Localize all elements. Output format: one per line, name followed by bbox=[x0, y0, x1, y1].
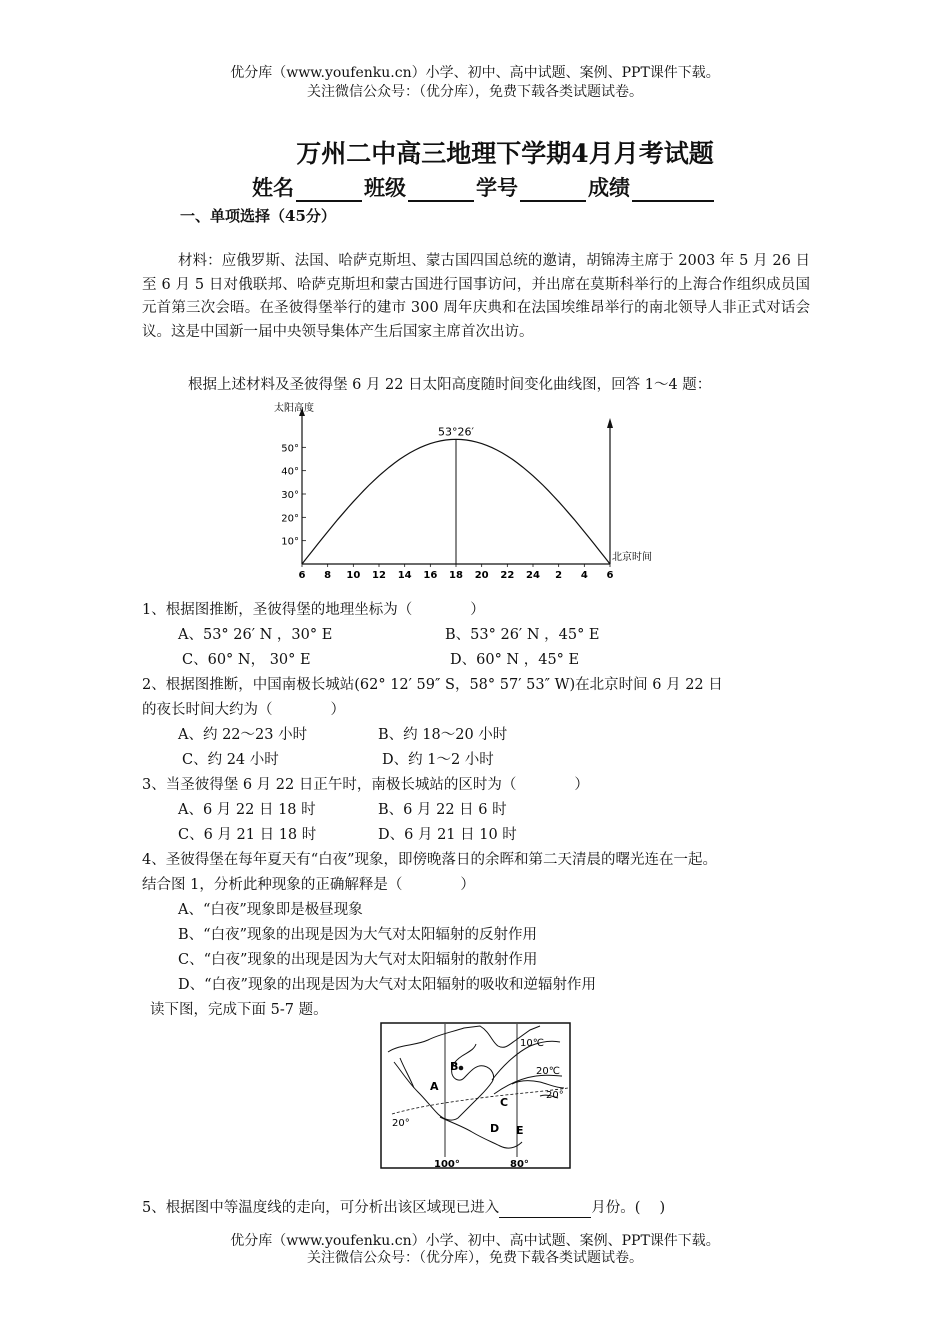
q1-option-c[interactable]: C、60° N， 30° E bbox=[182, 652, 311, 668]
chart-intro: 根据上述材料及圣彼得堡 6 月 22 日太阳高度随时间变化曲线图，回答 1～4 题： bbox=[188, 377, 712, 393]
x-tick-label: 20 bbox=[474, 570, 489, 581]
name-label: 姓名 bbox=[252, 175, 294, 200]
map-label-b: B bbox=[450, 1060, 459, 1073]
q1-option-d[interactable]: D、60° N ，45° E bbox=[450, 652, 580, 668]
map-label-a: A bbox=[430, 1080, 439, 1093]
q3-option-a[interactable]: A、6 月 22 日 18 时 bbox=[178, 802, 316, 818]
x-tick-label: 8 bbox=[324, 570, 332, 581]
name-blank[interactable] bbox=[296, 178, 362, 202]
class-label: 班级 bbox=[364, 175, 406, 200]
x-tick-label: 24 bbox=[526, 570, 540, 581]
x-tick-label: 12 bbox=[372, 570, 386, 581]
q2-option-d[interactable]: D、约 1～2 小时 bbox=[382, 752, 494, 768]
q5-text: 5、根据图中等温度线的走向，可分析出该区域现已进入 bbox=[142, 1200, 500, 1216]
central-america-map bbox=[380, 1022, 572, 1170]
x-tick-label: 14 bbox=[397, 570, 412, 581]
q1-option-b[interactable]: B、53° 26′ N ，45° E bbox=[445, 627, 600, 643]
q3-option-b[interactable]: B、6 月 22 日 6 时 bbox=[378, 802, 507, 818]
isotherm-label-10: 10℃ bbox=[520, 1038, 544, 1049]
x-tick-label: 16 bbox=[423, 570, 438, 581]
x-tick-label: 6 bbox=[298, 570, 306, 581]
class-blank[interactable] bbox=[408, 178, 474, 202]
x-tick-label: 6 bbox=[606, 570, 614, 581]
section-heading: 一、单项选择（45分） bbox=[180, 207, 336, 225]
q2-option-a[interactable]: A、约 22～23 小时 bbox=[178, 727, 308, 743]
latitude-label-left: 20° bbox=[392, 1118, 410, 1129]
q4-option-a[interactable]: A、“白夜”现象即是极昼现象 bbox=[178, 902, 363, 918]
latitude-label-right: 20° bbox=[546, 1090, 564, 1101]
footer-line-2: 关注微信公众号：（优分库），免费下载各类试题试卷。 bbox=[307, 1250, 643, 1266]
point-b-marker bbox=[459, 1066, 464, 1071]
q1-option-a[interactable]: A、53° 26′ N ，30° E bbox=[178, 627, 333, 643]
q3-stem: 3、当圣彼得堡 6 月 22 日正午时，南极长城站的区时为（ ） bbox=[142, 777, 589, 793]
q1-stem: 1、根据图推断，圣彼得堡的地理坐标为（ ） bbox=[142, 602, 485, 618]
map-label-c: C bbox=[500, 1096, 509, 1109]
right-axis-arrow bbox=[607, 418, 613, 428]
x-tick-label: 22 bbox=[500, 570, 515, 581]
q4-option-b[interactable]: B、“白夜”现象的出现是因为大气对太阳辐射的反射作用 bbox=[178, 927, 537, 943]
q4-stem-line2: 结合图 1，分析此种现象的正确解释是（ ） bbox=[142, 877, 475, 893]
number-blank[interactable] bbox=[520, 178, 586, 202]
q4-option-d[interactable]: D、“白夜”现象的出现是因为大气对太阳辐射的吸收和逆辐射作用 bbox=[178, 977, 596, 993]
longitude-label-80: 80° bbox=[510, 1159, 529, 1170]
q5-suffix: 月份。( ) bbox=[591, 1200, 666, 1216]
map-intro: 读下图，完成下面 5-7 题。 bbox=[150, 1002, 328, 1018]
y-tick-label: 30° bbox=[281, 490, 299, 501]
score-blank[interactable] bbox=[632, 178, 714, 202]
sun-altitude-chart bbox=[270, 398, 690, 583]
q4-stem-line1: 4、圣彼得堡在每年夏天有“白夜”现象，即傍晚落日的余晖和第二天清晨的曙光连在一起。 bbox=[142, 852, 718, 868]
q2-stem-line2: 的夜长时间大约为（ ） bbox=[142, 702, 345, 718]
q2-stem-line1: 2、根据图推断，中国南极长城站(62° 12′ 59″ S，58° 57′ 53″ W)在北京时间 6 月 22 日 bbox=[142, 677, 723, 693]
number-label: 学号 bbox=[476, 175, 518, 200]
map-label-e: E bbox=[516, 1124, 524, 1137]
page-title: 万州二中高三地理下学期4月月考试题 bbox=[296, 139, 714, 168]
header-line-2: 关注微信公众号：（优分库），免费下载各类试题试卷。 bbox=[307, 84, 643, 100]
y-axis-title: 太阳高度 bbox=[274, 403, 314, 414]
q5-stem bbox=[142, 1198, 665, 1218]
score-label: 成绩 bbox=[588, 175, 630, 200]
y-tick-label: 20° bbox=[281, 513, 299, 525]
q4-option-c[interactable]: C、“白夜”现象的出现是因为大气对太阳辐射的散射作用 bbox=[178, 952, 538, 968]
material-paragraph: 材料：应俄罗斯、法国、哈萨克斯坦、蒙古国四国总统的邀请，胡锦涛主席于 2003 年 5 月 26 日至 6 月 5 日对俄联邦、哈萨克斯坦和蒙古国进行国事访问，并出席在莫斯科举行的上海合作组织成员国元首第三次会晤。在圣彼得堡举行的建市 300 周年庆典和在法国埃维昂举行的南北领导人非正式对话会议。这是中国新一届中央领导集体产生后国家主席首次出访。 bbox=[142, 253, 810, 340]
x-tick-label: 2 bbox=[555, 570, 563, 581]
y-tick-label: 10° bbox=[281, 536, 299, 548]
q3-option-c[interactable]: C、6 月 21 日 18 时 bbox=[178, 827, 317, 843]
peak-label: 53°26′ bbox=[438, 425, 474, 439]
y-tick-label: 40° bbox=[281, 466, 299, 478]
map-label-d: D bbox=[490, 1122, 500, 1135]
header-line-1: 优分库（www.youfenku.cn）小学、初中、高中试题、案例、PPT课件下载。 bbox=[230, 65, 720, 81]
y-tick-label: 50° bbox=[281, 443, 299, 455]
x-axis-title: 北京时间 bbox=[612, 552, 652, 563]
isotherm-label-20: 20℃ bbox=[536, 1066, 560, 1077]
x-tick-label: 10 bbox=[346, 570, 361, 581]
footer-line-1: 优分库（www.youfenku.cn）小学、初中、高中试题、案例、PPT课件下载。 bbox=[230, 1233, 720, 1249]
longitude-label-100: 100° bbox=[434, 1159, 460, 1170]
q2-option-b[interactable]: B、约 18～20 小时 bbox=[378, 727, 508, 743]
x-tick-label: 4 bbox=[580, 570, 588, 581]
q3-option-d[interactable]: D、6 月 21 日 10 时 bbox=[378, 827, 517, 843]
q5-answer-blank[interactable] bbox=[499, 1201, 591, 1218]
q2-option-c[interactable]: C、约 24 小时 bbox=[182, 752, 279, 768]
student-info-fields bbox=[252, 172, 716, 202]
x-tick-label: 18 bbox=[449, 570, 463, 581]
